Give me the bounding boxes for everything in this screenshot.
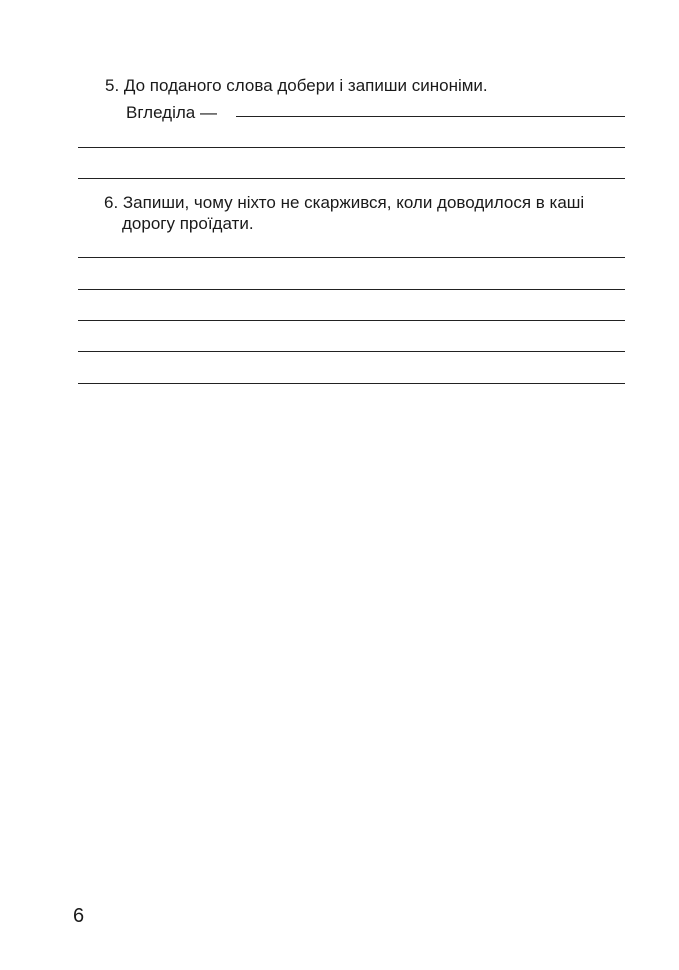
task-6-answer-line-4[interactable] (78, 351, 625, 352)
task-5-answer-line-1[interactable] (236, 116, 625, 117)
task-5-answer-line-3[interactable] (78, 178, 625, 179)
task-5-word: Вгледіла — (126, 103, 217, 122)
page-number: 6 (73, 905, 85, 927)
task-5-answer-line-2[interactable] (78, 147, 625, 148)
task-6-prompt-line-1: 6. Запиши, чому ніхто не скаржився, коли доводилося в каші (104, 193, 585, 212)
task-6-answer-line-1[interactable] (78, 257, 625, 258)
task-5-prompt: 5. До поданого слова добери і запиши синоніми. (105, 76, 488, 95)
task-6-answer-line-3[interactable] (78, 320, 625, 321)
task-6-prompt-line-2: дорогу проїдати. (122, 214, 254, 233)
task-6-answer-line-5[interactable] (78, 383, 625, 384)
task-6-answer-line-2[interactable] (78, 289, 625, 290)
